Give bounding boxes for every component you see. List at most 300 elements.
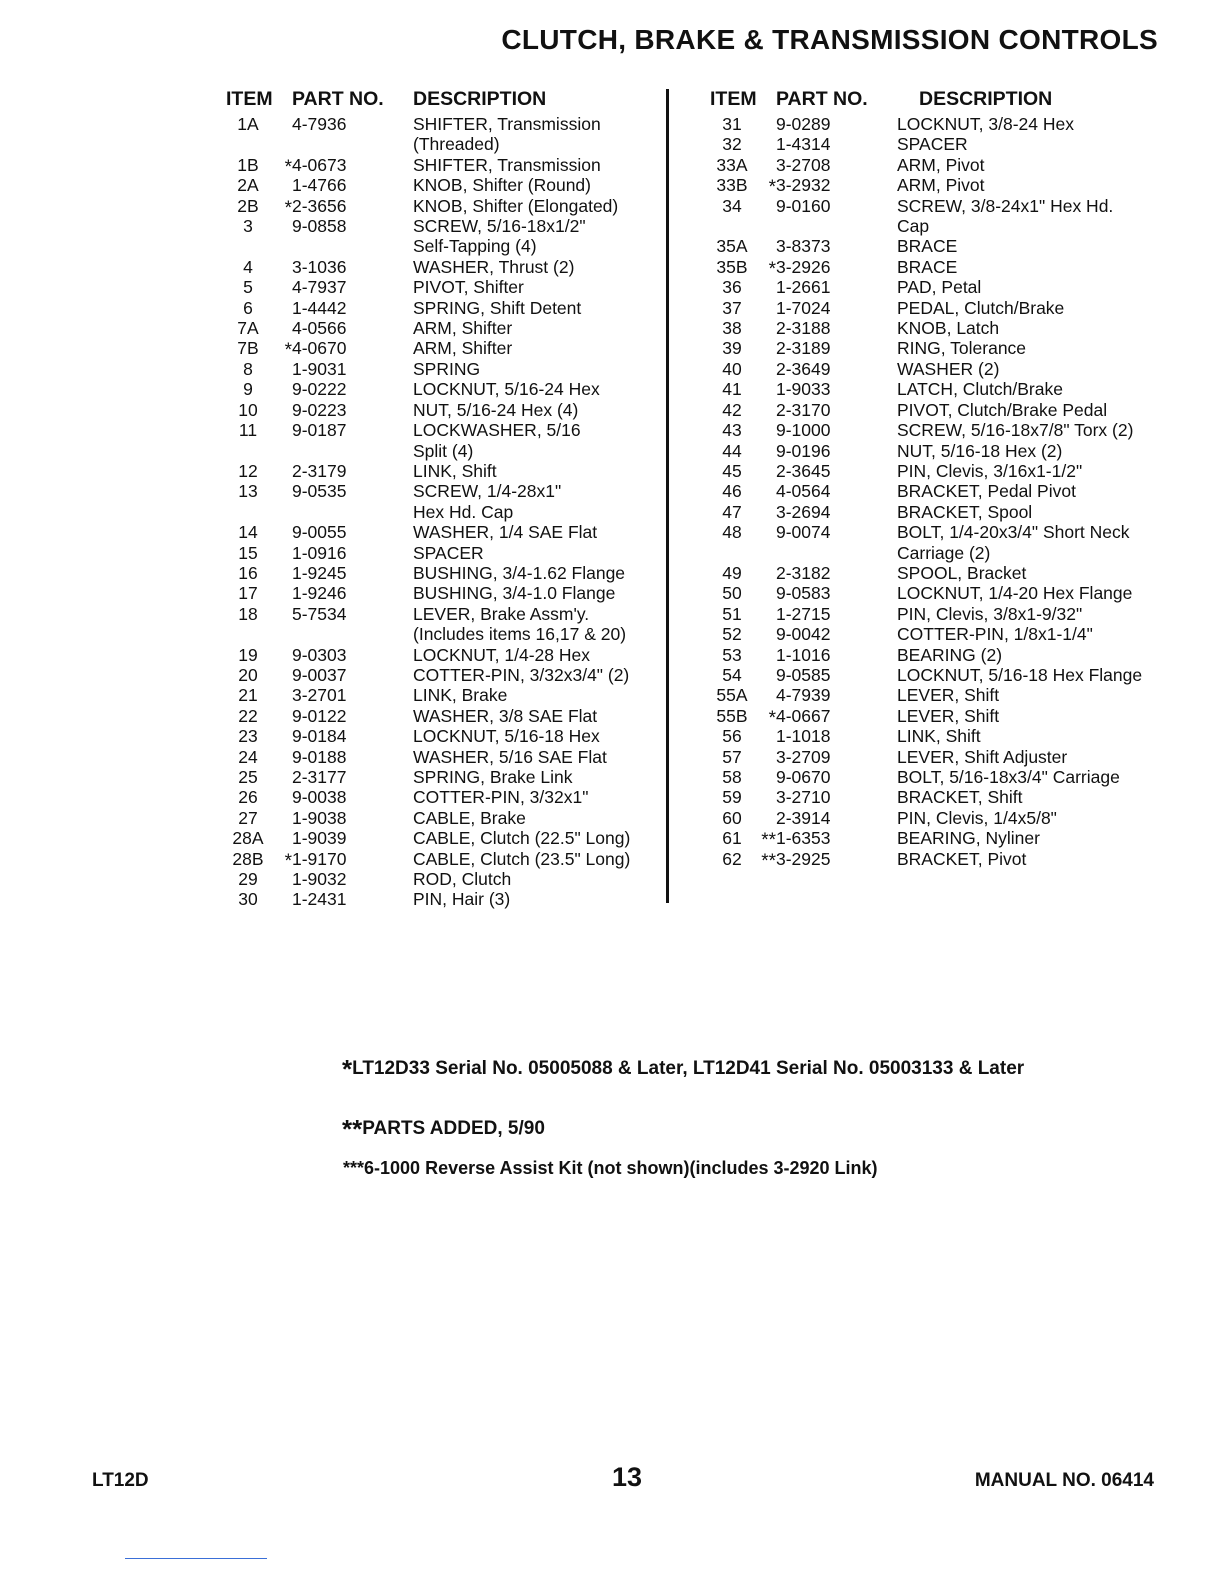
part-description: LEVER, Brake Assm'y. (Includes items 16,17 & 20) [413, 603, 627, 645]
part-description: WASHER, Thrust (2) [413, 256, 575, 277]
item-number: 7B [237, 338, 259, 359]
part-description: SHIFTER, Transmission [413, 154, 601, 175]
table-row [226, 563, 662, 583]
table-row [226, 808, 662, 828]
table-row [710, 256, 1180, 280]
part-number-cell [754, 379, 897, 399]
header-part-no: PART NO. [776, 87, 868, 110]
item-number: 39 [722, 338, 742, 359]
item-number: 55B [716, 705, 748, 726]
part-description: SPRING, Brake Link [413, 767, 573, 787]
part-number-cell [754, 583, 897, 603]
table-row [710, 461, 1180, 481]
part-description: LOCKNUT, 1/4-20 Hex Flange [897, 583, 1133, 604]
table-row [226, 685, 662, 705]
item-number: 33A [716, 154, 748, 175]
part-number: 9-0303 [292, 644, 347, 665]
table-row [226, 645, 662, 665]
part-number-cell [754, 522, 897, 563]
table-row [226, 767, 662, 787]
item-number: 22 [238, 705, 258, 726]
part-description: KNOB, Shifter (Elongated) [413, 195, 619, 216]
part-description: BOLT, 5/16-18x3/4" Carriage [897, 767, 1120, 787]
part-description: LOCKNUT, 5/16-18 Hex Flange [897, 664, 1143, 685]
part-number: 4-7936 [292, 114, 347, 134]
part-description: BUSHING, 3/4-1.62 Flange [413, 562, 626, 583]
table-row [226, 706, 662, 726]
table-header [710, 84, 1180, 114]
item-number: 38 [722, 318, 742, 339]
item-number: 19 [238, 644, 258, 665]
part-description: LOCKNUT, 5/16-18 Hex [413, 726, 600, 747]
part-number: 3-8373 [776, 236, 831, 257]
part-description: BRACKET, Shift [897, 787, 1023, 808]
item-number: 28B [232, 848, 264, 869]
part-number: 9-0289 [776, 114, 831, 134]
item-number: 46 [722, 481, 742, 502]
part-description: ARM, Shifter [413, 338, 513, 359]
item-number: 13 [238, 481, 258, 502]
table-row [710, 155, 1180, 175]
part-number: 3-1036 [292, 256, 347, 277]
part-number-cell [754, 420, 897, 440]
part-description: WASHER (2) [897, 358, 1000, 379]
table-row [710, 747, 1180, 767]
part-description: WASHER, 5/16 SAE Flat [413, 746, 607, 767]
footnote-serial [342, 1054, 1024, 1085]
table-row [710, 277, 1180, 297]
part-number: 9-0583 [776, 583, 831, 604]
part-number-cell [270, 359, 413, 379]
item-number: 12 [238, 460, 258, 481]
footnote-marker: ** [761, 850, 776, 872]
item-number: 8 [243, 358, 253, 379]
item-number: 17 [238, 583, 258, 604]
item-number: 25 [238, 767, 258, 787]
item-number: 35A [716, 236, 748, 257]
part-number: 4-0564 [776, 481, 831, 502]
table-row [710, 236, 1180, 256]
part-description: SCREW, 1/4-28x1" Hex Hd. Cap [413, 481, 562, 522]
part-description: SPRING [413, 358, 481, 379]
item-number: 27 [238, 807, 258, 828]
part-description: NUT, 5/16-24 Hex (4) [413, 399, 579, 420]
part-description: SPACER [897, 134, 968, 155]
part-number-cell [270, 604, 413, 645]
part-number-cell [754, 134, 897, 154]
item-number: 48 [722, 522, 742, 543]
part-number-cell [270, 563, 413, 583]
part-description: ARM, Pivot [897, 175, 985, 196]
part-number: 1-9039 [292, 828, 347, 849]
part-number: 3-2701 [292, 685, 347, 706]
item-number: 54 [722, 664, 742, 685]
part-number: 9-0222 [292, 379, 347, 400]
table-row [710, 828, 1180, 852]
part-number-cell [270, 154, 413, 178]
part-number: 9-0858 [292, 216, 347, 237]
part-number-cell [270, 175, 413, 195]
part-description: PAD, Petal [897, 277, 982, 298]
part-number-cell [754, 645, 897, 665]
part-number-cell [754, 461, 897, 481]
part-number: 9-0188 [292, 746, 347, 767]
table-row [710, 379, 1180, 399]
part-description: NUT, 5/16-18 Hex (2) [897, 440, 1063, 461]
table-row [710, 134, 1180, 154]
part-description: SCREW, 5/16-18x7/8" Torx (2) [897, 420, 1134, 441]
item-number: 21 [238, 685, 258, 706]
part-description: LEVER, Shift [897, 705, 1000, 726]
part-number: 2-3188 [776, 318, 831, 339]
part-number: 1-1018 [776, 726, 831, 747]
table-row [226, 726, 662, 746]
part-number: 9-0122 [292, 705, 347, 726]
table-body-left [226, 114, 662, 910]
item-number: 4 [243, 256, 253, 277]
table-row [226, 277, 662, 297]
header-description: DESCRIPTION [919, 87, 1053, 110]
part-number: 3-2932 [776, 175, 831, 196]
part-description: BOLT, 1/4-20x3/4" Short Neck Carriage (2) [897, 522, 1130, 563]
table-row [226, 583, 662, 603]
part-description: LATCH, Clutch/Brake [897, 379, 1063, 400]
part-description: LINK, Shift [897, 726, 981, 747]
part-number: 1-2661 [776, 277, 831, 298]
part-description: COTTER-PIN, 1/8x1-1/4" [897, 624, 1093, 645]
table-row [710, 420, 1180, 440]
part-number-cell [754, 705, 897, 729]
table-row [226, 318, 662, 338]
part-description: PIN, Clevis, 1/4x5/8" [897, 807, 1057, 828]
table-body-right [710, 114, 1180, 872]
table-row [226, 298, 662, 318]
part-number: 1-9032 [292, 869, 347, 890]
part-number: 9-0160 [776, 195, 831, 216]
part-description: PIN, Clevis, 3/16x1-1/2" [897, 460, 1083, 481]
part-number: 3-2710 [776, 787, 831, 808]
part-number-cell [754, 747, 897, 767]
part-number: 5-7534 [292, 603, 347, 624]
footnote-text: PARTS ADDED, 5/90 [362, 1118, 545, 1139]
footer-manual-number: MANUAL NO. 06414 [974, 1470, 1154, 1491]
part-number-cell [270, 216, 413, 257]
part-number-cell [270, 848, 413, 872]
part-number: 9-0042 [776, 624, 831, 645]
part-number: 9-0585 [776, 664, 831, 685]
part-number: 1-7024 [776, 297, 831, 318]
item-number: 11 [238, 420, 258, 441]
part-number: 9-0184 [292, 726, 347, 747]
footer-model: LT12D [92, 1470, 149, 1491]
part-number: 2-3656 [292, 195, 347, 216]
item-number: 18 [238, 603, 258, 624]
part-number-cell [270, 257, 413, 277]
table-row [710, 502, 1180, 522]
part-number-cell [754, 277, 897, 297]
part-number: 9-1000 [776, 420, 831, 441]
part-number-cell [754, 563, 897, 583]
part-description: BRACE [897, 256, 958, 277]
table-row [710, 298, 1180, 318]
table-row [226, 665, 662, 685]
part-description: BUSHING, 3/4-1.0 Flange [413, 583, 616, 604]
part-description: KNOB, Shifter (Round) [413, 175, 591, 196]
part-number: 1-9031 [292, 358, 347, 379]
part-number-cell [754, 400, 897, 420]
part-description: SCREW, 3/8-24x1" Hex Hd. Cap [897, 195, 1114, 237]
part-description: CABLE, Clutch (23.5" Long) [413, 848, 631, 869]
item-number: 15 [238, 542, 258, 563]
page-number: 13 [612, 1462, 643, 1492]
table-row [226, 400, 662, 420]
part-number-cell [270, 685, 413, 705]
footnote-text: LT12D33 Serial No. 05005088 & Later, LT12D41 Serial No. 05003133 & Later [352, 1058, 1025, 1079]
table-row [226, 869, 662, 889]
part-number: 4-0670 [292, 338, 347, 359]
part-number-cell [270, 828, 413, 848]
part-number: 1-2715 [776, 603, 831, 624]
part-description: BRACKET, Spool [897, 501, 1033, 522]
part-number-cell [754, 767, 897, 787]
part-number-cell [754, 114, 897, 134]
table-row [226, 359, 662, 379]
footnote-marker: * [284, 850, 292, 872]
item-number: 40 [722, 358, 742, 379]
part-description: PEDAL, Clutch/Brake [897, 297, 1065, 318]
part-number-cell [270, 379, 413, 399]
part-number-cell [270, 461, 413, 481]
part-description: SPOOL, Bracket [897, 562, 1027, 583]
part-number: 1-9246 [292, 583, 347, 604]
part-number: 1-4442 [292, 297, 347, 318]
part-number-cell [270, 889, 413, 909]
table-row [226, 461, 662, 481]
part-description: WASHER, 3/8 SAE Flat [413, 705, 598, 726]
part-number: 9-0187 [292, 420, 347, 441]
footnote-marker: * [768, 177, 776, 199]
part-number: 2-3914 [776, 807, 831, 828]
table-row [226, 828, 662, 848]
item-number: 7A [237, 318, 259, 339]
part-description: COTTER-PIN, 3/32x3/4" (2) [413, 664, 630, 685]
item-number: 45 [722, 460, 742, 481]
table-row [710, 175, 1180, 199]
part-number: 2-3179 [292, 460, 347, 481]
footnote-parts-added [342, 1114, 545, 1145]
header-description: DESCRIPTION [413, 87, 547, 110]
footnote-marker: * [768, 707, 776, 729]
table-row [226, 216, 662, 257]
part-number: 2-3189 [776, 338, 831, 359]
part-number: 9-0074 [776, 522, 831, 543]
footnote-marker: ** [761, 830, 776, 852]
item-number: 43 [722, 420, 742, 441]
table-row [710, 645, 1180, 665]
part-description: LEVER, Shift [897, 685, 1000, 706]
part-description: SPRING, Shift Detent [413, 297, 582, 318]
part-number: 1-1016 [776, 644, 831, 665]
part-number: 9-0670 [776, 767, 831, 787]
item-number: 2A [237, 175, 259, 196]
part-description: BRACKET, Pivot [897, 848, 1027, 869]
part-number: 3-2925 [776, 848, 831, 869]
item-number: 57 [722, 746, 742, 767]
part-description: PIN, Hair (3) [413, 889, 511, 910]
part-description: SCREW, 5/16-18x1/2" Self-Tapping (4) [413, 216, 586, 257]
table-row [226, 522, 662, 542]
part-number: 9-0055 [292, 522, 347, 543]
part-number-cell [754, 175, 897, 199]
part-number: 3-2694 [776, 501, 831, 522]
part-number: 1-9170 [292, 848, 347, 869]
item-number: 20 [238, 664, 258, 685]
item-number: 42 [722, 399, 742, 420]
table-row [226, 420, 662, 461]
table-row [710, 441, 1180, 461]
part-number: 1-4766 [292, 175, 347, 196]
item-number: 55A [716, 685, 748, 706]
part-number-cell [754, 155, 897, 175]
part-number: 1-2431 [292, 889, 347, 910]
part-number-cell [270, 808, 413, 828]
part-number: 1-9245 [292, 562, 347, 583]
part-number: 2-3182 [776, 562, 831, 583]
table-row [710, 338, 1180, 358]
part-number-cell [754, 787, 897, 807]
table-row [710, 787, 1180, 807]
part-number-cell [754, 624, 897, 644]
table-row [226, 379, 662, 399]
part-number-cell [754, 665, 897, 685]
item-number: 1B [237, 154, 259, 175]
part-number: 1-6353 [776, 828, 831, 849]
part-number-cell [754, 726, 897, 746]
item-number: 44 [722, 440, 742, 461]
part-number-cell [270, 767, 413, 787]
footnote-mark: ** [342, 1114, 363, 1144]
table-row [710, 726, 1180, 746]
part-number-cell [754, 502, 897, 522]
item-number: 50 [722, 583, 742, 604]
table-row [226, 787, 662, 807]
item-number: 32 [722, 134, 742, 155]
part-number: 3-2708 [776, 154, 831, 175]
footnote-mark: * [342, 1054, 353, 1084]
part-number-cell [754, 828, 897, 852]
table-row [710, 705, 1180, 729]
table-row [226, 114, 662, 155]
table-row [710, 767, 1180, 787]
item-number: 29 [238, 869, 258, 890]
item-number: 62 [722, 848, 742, 869]
item-number: 3 [243, 216, 253, 237]
footnote-marker: * [284, 340, 292, 362]
item-number: 49 [722, 562, 742, 583]
footnote-kit: ***6-1000 Reverse Assist Kit (not shown)(includes 3-2920 Link) [343, 1158, 878, 1178]
part-number-cell [270, 787, 413, 807]
item-number: 37 [722, 297, 742, 318]
part-description: WASHER, 1/4 SAE Flat [413, 522, 598, 543]
table-row [710, 318, 1180, 338]
part-description: RING, Tolerance [897, 338, 1027, 359]
table-row [226, 195, 662, 219]
table-row [710, 359, 1180, 379]
item-number: 28A [232, 828, 264, 849]
part-number-cell [754, 196, 897, 237]
part-description: LOCKNUT, 1/4-28 Hex [413, 644, 591, 665]
item-number: 24 [238, 746, 258, 767]
scan-artifact-line [125, 1558, 267, 1559]
part-number-cell [754, 848, 897, 872]
table-row [710, 848, 1180, 872]
part-number-cell [754, 808, 897, 828]
table-row [226, 543, 662, 563]
part-number-cell [270, 583, 413, 603]
parts-table-left [226, 84, 662, 910]
part-number: 9-0535 [292, 481, 347, 502]
part-description: BEARING (2) [897, 644, 1003, 665]
item-number: 9 [243, 379, 253, 400]
item-number: 51 [722, 603, 742, 624]
part-number-cell [270, 543, 413, 563]
part-number: 1-9038 [292, 807, 347, 828]
table-row [226, 175, 662, 195]
item-number: 31 [722, 114, 742, 134]
item-number: 47 [722, 501, 742, 522]
part-number: 1-0916 [292, 542, 347, 563]
table-header [226, 84, 662, 114]
part-description: KNOB, Latch [897, 318, 1000, 339]
part-number-cell [270, 706, 413, 726]
part-description: PIN, Clevis, 3/8x1-9/32" [897, 603, 1083, 624]
part-description: PIVOT, Shifter [413, 277, 524, 298]
part-number: 4-0566 [292, 318, 347, 339]
table-row [226, 747, 662, 767]
page-title: CLUTCH, BRAKE & TRANSMISSION CONTROLS [501, 24, 1158, 55]
part-number-cell [754, 318, 897, 338]
item-number: 1A [237, 114, 259, 134]
parts-table-right [710, 84, 1180, 872]
part-description: BEARING, Nyliner [897, 828, 1040, 849]
header-item: ITEM [710, 87, 757, 110]
table-row [710, 196, 1180, 237]
footnote-marker: * [768, 258, 776, 280]
part-number: 4-7937 [292, 277, 347, 298]
part-number-cell [754, 441, 897, 461]
item-number: 5 [243, 277, 253, 298]
part-description: LOCKWASHER, 5/16 Split (4) [413, 420, 581, 461]
item-number: 41 [722, 379, 742, 400]
part-number-cell [270, 726, 413, 746]
part-number: 9-0037 [292, 664, 347, 685]
item-number: 53 [722, 644, 742, 665]
part-number-cell [270, 298, 413, 318]
item-number: 10 [238, 399, 258, 420]
part-number: 4-0673 [292, 154, 347, 175]
part-number-cell [754, 338, 897, 358]
item-number: 6 [243, 297, 253, 318]
part-description: ROD, Clutch [413, 869, 512, 890]
part-number: 9-0196 [776, 440, 831, 461]
part-number: 2-3170 [776, 399, 831, 420]
part-number-cell [754, 256, 897, 280]
part-number-cell [270, 400, 413, 420]
table-row [710, 481, 1180, 501]
part-number-cell [270, 522, 413, 542]
table-row [710, 665, 1180, 685]
part-number: 3-2926 [776, 256, 831, 277]
